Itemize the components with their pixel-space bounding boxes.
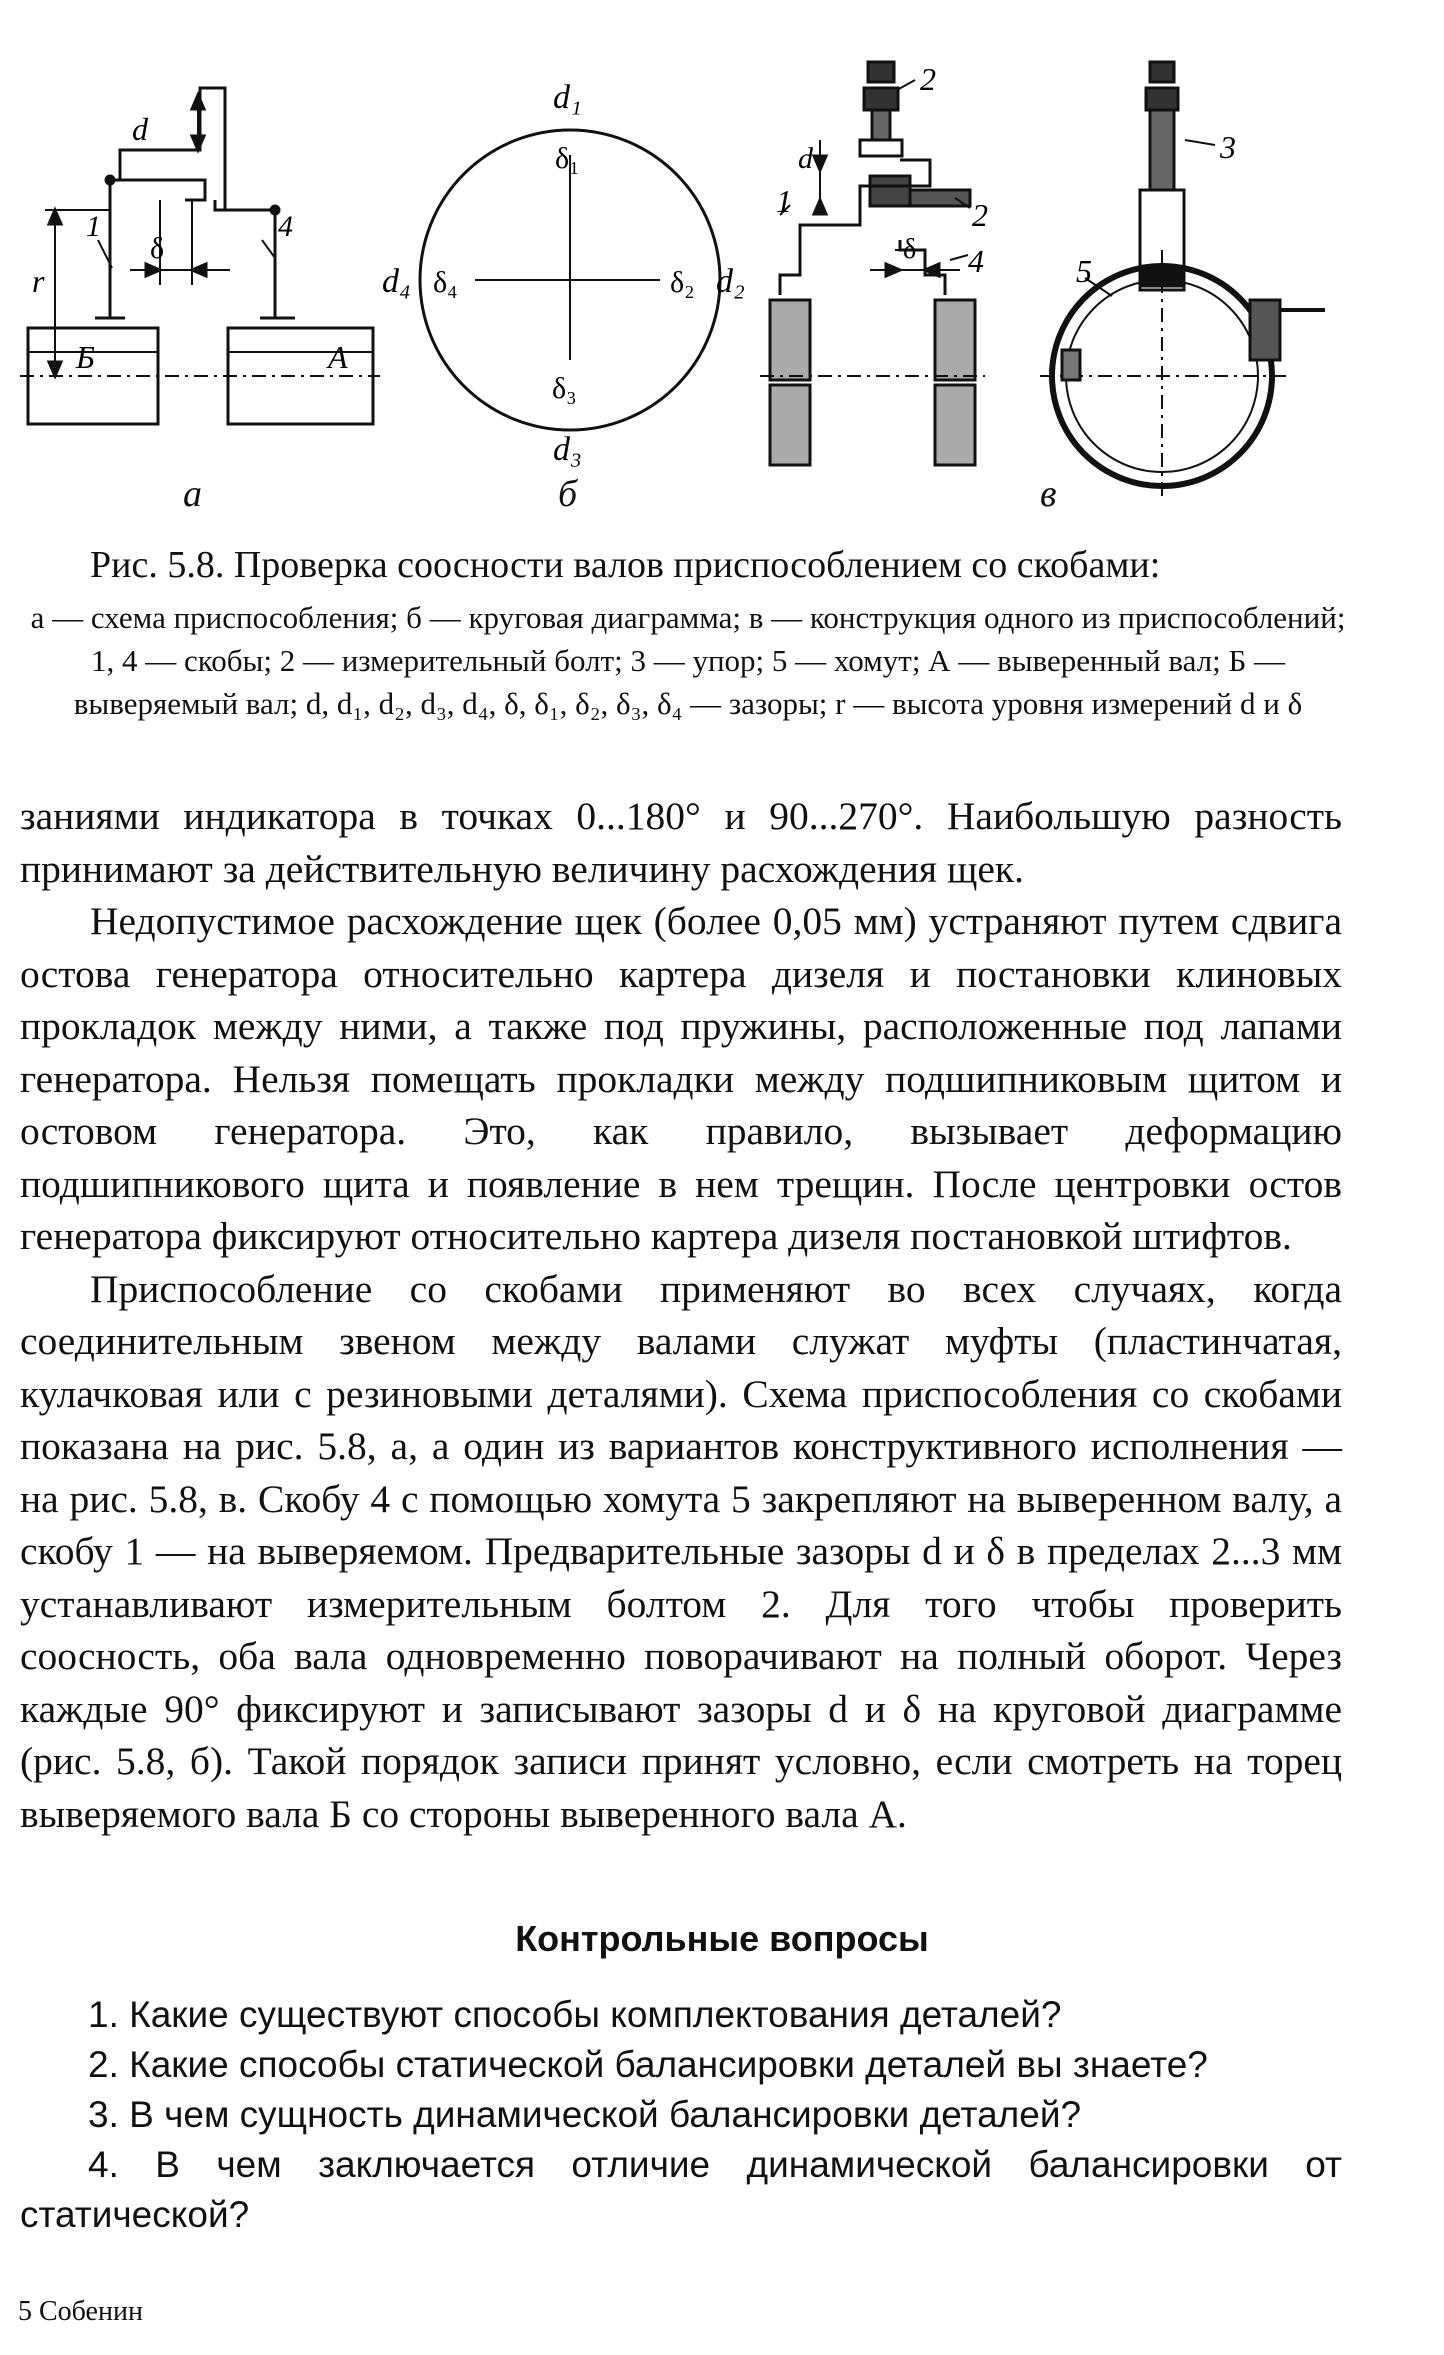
sub-label-v: в	[1040, 473, 1057, 515]
question-item: 1. Какие существуют способы комплектования деталей?	[88, 1994, 1062, 2035]
paragraph-1: заниями индикатора в точках 0...180° и 90...270°. Наибольшую разность принимают за действительную величину расхождения щек.	[20, 794, 1342, 891]
question-item: 2. Какие способы статической балансировки деталей вы знаете?	[88, 2044, 1208, 2085]
sub-label-b: б	[558, 473, 578, 515]
figure-5-8	[0, 0, 1444, 540]
label-d4: d₄	[382, 263, 411, 300]
page-footer-mark: 5 Собенин	[18, 2296, 143, 2327]
label-delta4: δ₄	[433, 266, 458, 299]
label-a-delta: δ	[150, 232, 165, 265]
label-v-5: 5	[1076, 253, 1092, 289]
label-a-1: 1	[86, 210, 101, 243]
label-a-r: r	[32, 263, 45, 299]
label-v-delta: δ	[903, 234, 917, 265]
label-a-4: 4	[278, 210, 293, 243]
diagram-a	[20, 88, 380, 424]
label-v-3: 3	[1220, 129, 1236, 165]
diagram-v-side	[760, 62, 985, 465]
figure-caption-title: Рис. 5.8. Проверка соосности валов приспособлением со скобами:	[90, 544, 1161, 586]
paragraph-2: Недопустимое расхождение щек (более 0,05 мм) устраняют путем сдвига остова генератора относительно картера дизеля и постановки клиновых прокладок между ними, а также под пружины, расположенные под лапами генератора. Нельзя помещать прокладки между подшипниковым щитом и остовом генератора. Это, как правило, вызывает деформацию подшипникового щита и появление в нем трещин. После центровки остов генератора фиксируют относительно картера дизеля постановкой штифтов.	[20, 899, 1342, 1258]
label-shaft-b: Б	[76, 339, 95, 375]
paragraph-3: Приспособление со скобами применяют во всех случаях, когда соединительным звеном между валами служат муфты (пластинчатая, кулачковая или с резиновыми деталями). Схема приспособления со скобами показана на рис. 5.8, а, а один из вариантов конструктивного исполнения — на рис. 5.8, в. Скобу 4 с помощью хомута 5 закрепляют на выверенном валу, а скобу 1 — на выверяемом. Предварительные зазоры d и δ в пределах 2...3 мм устанавливают измерительным болтом 2. Для того чтобы проверить соосность, оба вала одновременно поворачивают на полный оборот. Через каждые 90° фиксируют и записывают зазоры d и δ на круговой диаграмме (рис. 5.8, б). Такой порядок записи принят условно, если смотреть на торец выверяемого вала Б со стороны выверенного вала А.	[20, 1266, 1342, 1836]
label-delta3: δ₃	[552, 372, 577, 405]
figure-drawings	[0, 0, 1444, 540]
label-v-2b: 2	[972, 197, 988, 233]
figure-caption-legend: а — схема приспособления; б — круговая диаграмма; в — конструкция одного из приспособлений; 1, 4 — скобы; 2 — измерительный болт; 3 — упор; 5 — хомут; А — выверенный вал; Б — выверяемый вал; d, d₁, d₂, d₃, d₄, δ, δ₁, δ₂, δ₃, δ₄ — зазоры; r — высота уровня измерений d и δ	[30, 600, 1346, 721]
label-d3: d₃	[553, 431, 582, 468]
question-item: 3. В чем сущность динамической балансировки деталей?	[88, 2094, 1082, 2135]
label-v-4: 4	[968, 243, 984, 279]
section-title: Контрольные вопросы	[515, 1918, 929, 1959]
body-text	[20, 790, 1342, 1840]
label-shaft-a: А	[328, 339, 348, 375]
label-a-d: d	[132, 111, 148, 147]
label-v-1: 1	[776, 183, 792, 219]
label-d2: d₂	[716, 263, 745, 300]
label-delta2: δ₂	[670, 266, 695, 299]
question-item: 4. В чем заключается отличие динамической балансировки от статической?	[20, 2144, 1342, 2235]
label-v-2a: 2	[920, 61, 936, 97]
label-delta1: δ₁	[555, 142, 580, 175]
label-d1: d₁	[553, 79, 582, 116]
label-v-d: d	[798, 142, 813, 175]
questions-list	[20, 1990, 1342, 2240]
bracket-4	[215, 200, 275, 318]
sub-label-a: а	[183, 473, 202, 515]
